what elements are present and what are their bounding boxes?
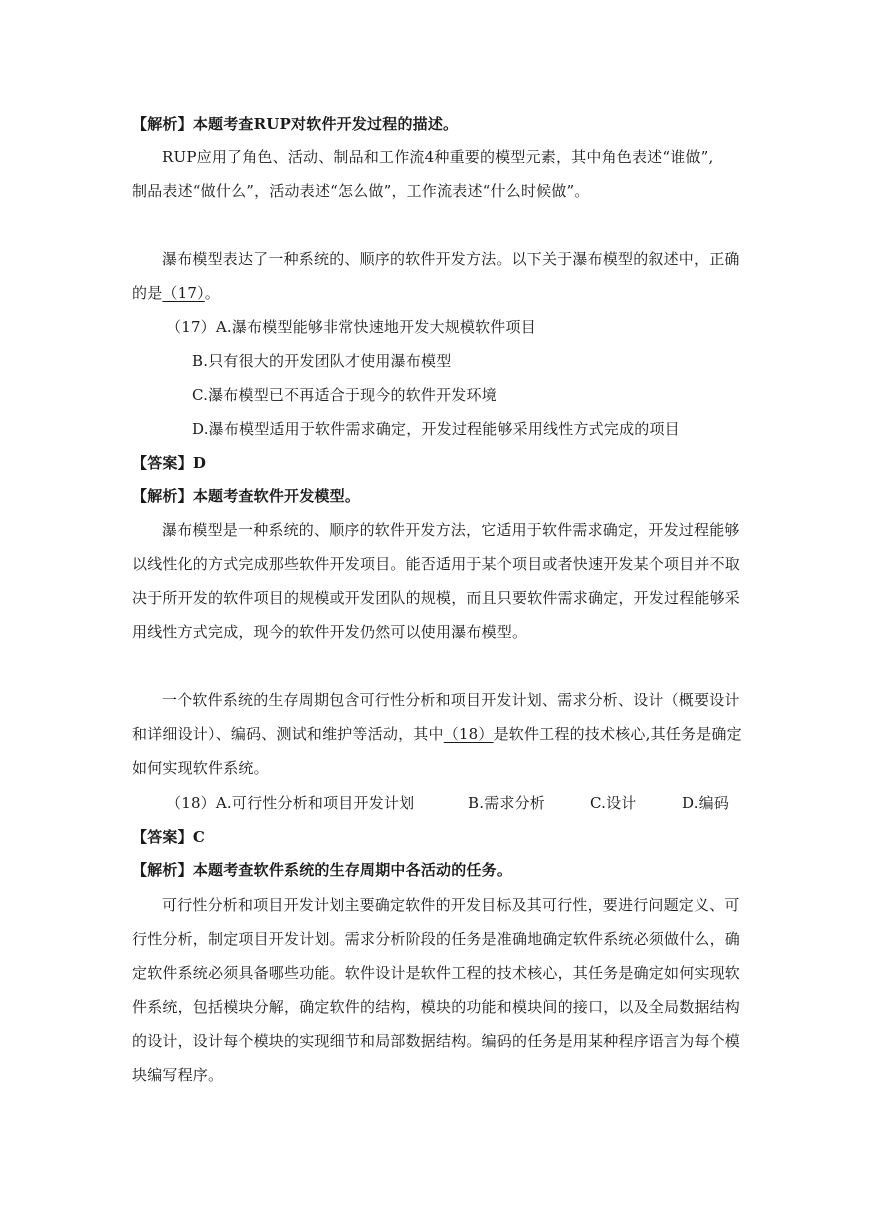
q17-answer-label: 【答案】 — [132, 454, 193, 472]
q17-option-number: （17） — [166, 318, 216, 336]
q16-analysis-line-2: 制品表述“做什么”，活动表述“怎么做”，工作流表述“什么时候做”。 — [132, 182, 590, 200]
q18-analysis-line-3: 定软件系统必须具备哪些功能。软件设计是软件工程的技术核心，其任务是确定如何实现软 — [132, 964, 741, 982]
q17-analysis-line-2: 以线性化的方式完成那些软件开发项目。能否适用于某个项目或者快速开发某个项目并不取 — [132, 555, 741, 573]
q16-analysis-heading — [132, 113, 458, 135]
q18-answer — [132, 826, 205, 848]
q18-option-a-text: A.可行性分析和项目开发计划 — [215, 794, 415, 812]
q16-analysis-label: 【解析】 — [132, 115, 193, 133]
q17-blank: （17） — [162, 284, 205, 302]
q18-option-c: C.设计 — [590, 794, 637, 812]
q18-option-b: B.需求分析 — [468, 794, 545, 812]
q18-option-a — [166, 792, 414, 814]
q18-analysis-heading — [132, 859, 512, 881]
q17-analysis-label: 【解析】 — [132, 487, 193, 505]
q16-analysis-line-1: RUP应用了角色、活动、制品和工作流4种重要的模型元素，其中角色表述“谁做”, — [162, 148, 714, 166]
q18-stem-line-3: 如何实现软件系统。 — [132, 759, 269, 777]
q18-analysis-line-4: 件系统，包括模块分解，确定软件的结构，模块的功能和模块间的接口，以及全局数据结构 — [132, 998, 741, 1016]
q18-option-d: D.编码 — [682, 794, 730, 812]
q17-stem-post: 。 — [204, 284, 220, 302]
q17-analysis-line-4: 用线性方式完成，现今的软件开发仍然可以使用瀑布模型。 — [132, 623, 528, 641]
q17-option-a — [166, 316, 536, 338]
q17-stem-pre: 的是 — [132, 284, 163, 302]
q17-answer-value: D — [192, 454, 207, 472]
q17-stem-line-1: 瀑布模型表达了一种系统的、顺序的软件开发方法。以下关于瀑布模型的叙述中，正确 — [162, 250, 740, 268]
q18-analysis-line-6: 块编写程序。 — [132, 1066, 224, 1084]
q18-stem-pre: 和详细设计）、编码、测试和维护等活动，其中 — [132, 725, 444, 743]
q17-analysis-line-3: 决于所开发的软件项目的规模或开发团队的规模，而且只要软件需求确定，开发过程能够采 — [132, 589, 741, 607]
q17-answer — [132, 452, 206, 474]
q17-stem-line-2 — [132, 282, 220, 304]
q17-option-c: C.瀑布模型已不再适合于现今的软件开发环境 — [192, 386, 497, 404]
q17-option-a-text: A.瀑布模型能够非常快速地开发大规模软件项目 — [215, 318, 536, 336]
q18-analysis-line-2: 行性分析，制定项目开发计划。需求分析阶段的任务是准确地确定软件系统必须做什么，确 — [132, 930, 741, 948]
q18-analysis-line-5: 的设计，设计每个模块的实现细节和局部数据结构。编码的任务是用某种程序语言为每个模 — [132, 1032, 741, 1050]
q18-stem-post: 是软件工程的技术核心,其任务是确定 — [493, 725, 742, 743]
q18-stem-line-1: 一个软件系统的生存周期包含可行性分析和项目开发计划、需求分析、设计（概要设计 — [162, 691, 740, 709]
q16-analysis-title: 本题考查RUP对软件开发过程的描述。 — [192, 115, 459, 133]
q18-option-number: （18） — [166, 794, 216, 812]
q18-analysis-label: 【解析】 — [132, 861, 193, 879]
q18-analysis-title: 本题考查软件系统的生存周期中各活动的任务。 — [192, 861, 513, 879]
q18-blank: （18） — [443, 725, 494, 743]
q18-answer-label: 【答案】 — [132, 828, 193, 846]
q18-analysis-line-1: 可行性分析和项目开发计划主要确定软件的开发目标及其可行性，要进行问题定义、可 — [162, 896, 740, 914]
q17-analysis-title: 本题考查软件开发模型。 — [192, 487, 361, 505]
q17-option-d: D.瀑布模型适用于软件需求确定，开发过程能够采用线性方式完成的项目 — [192, 420, 680, 438]
q17-analysis-heading — [132, 485, 360, 507]
q17-option-b: B.只有很大的开发团队才使用瀑布模型 — [192, 352, 452, 370]
q18-stem-line-2 — [132, 723, 742, 745]
q17-analysis-line-1: 瀑布模型是一种系统的、顺序的软件开发方法，它适用于软件需求确定，开发过程能够 — [162, 521, 740, 539]
q18-answer-value: C — [192, 828, 205, 846]
